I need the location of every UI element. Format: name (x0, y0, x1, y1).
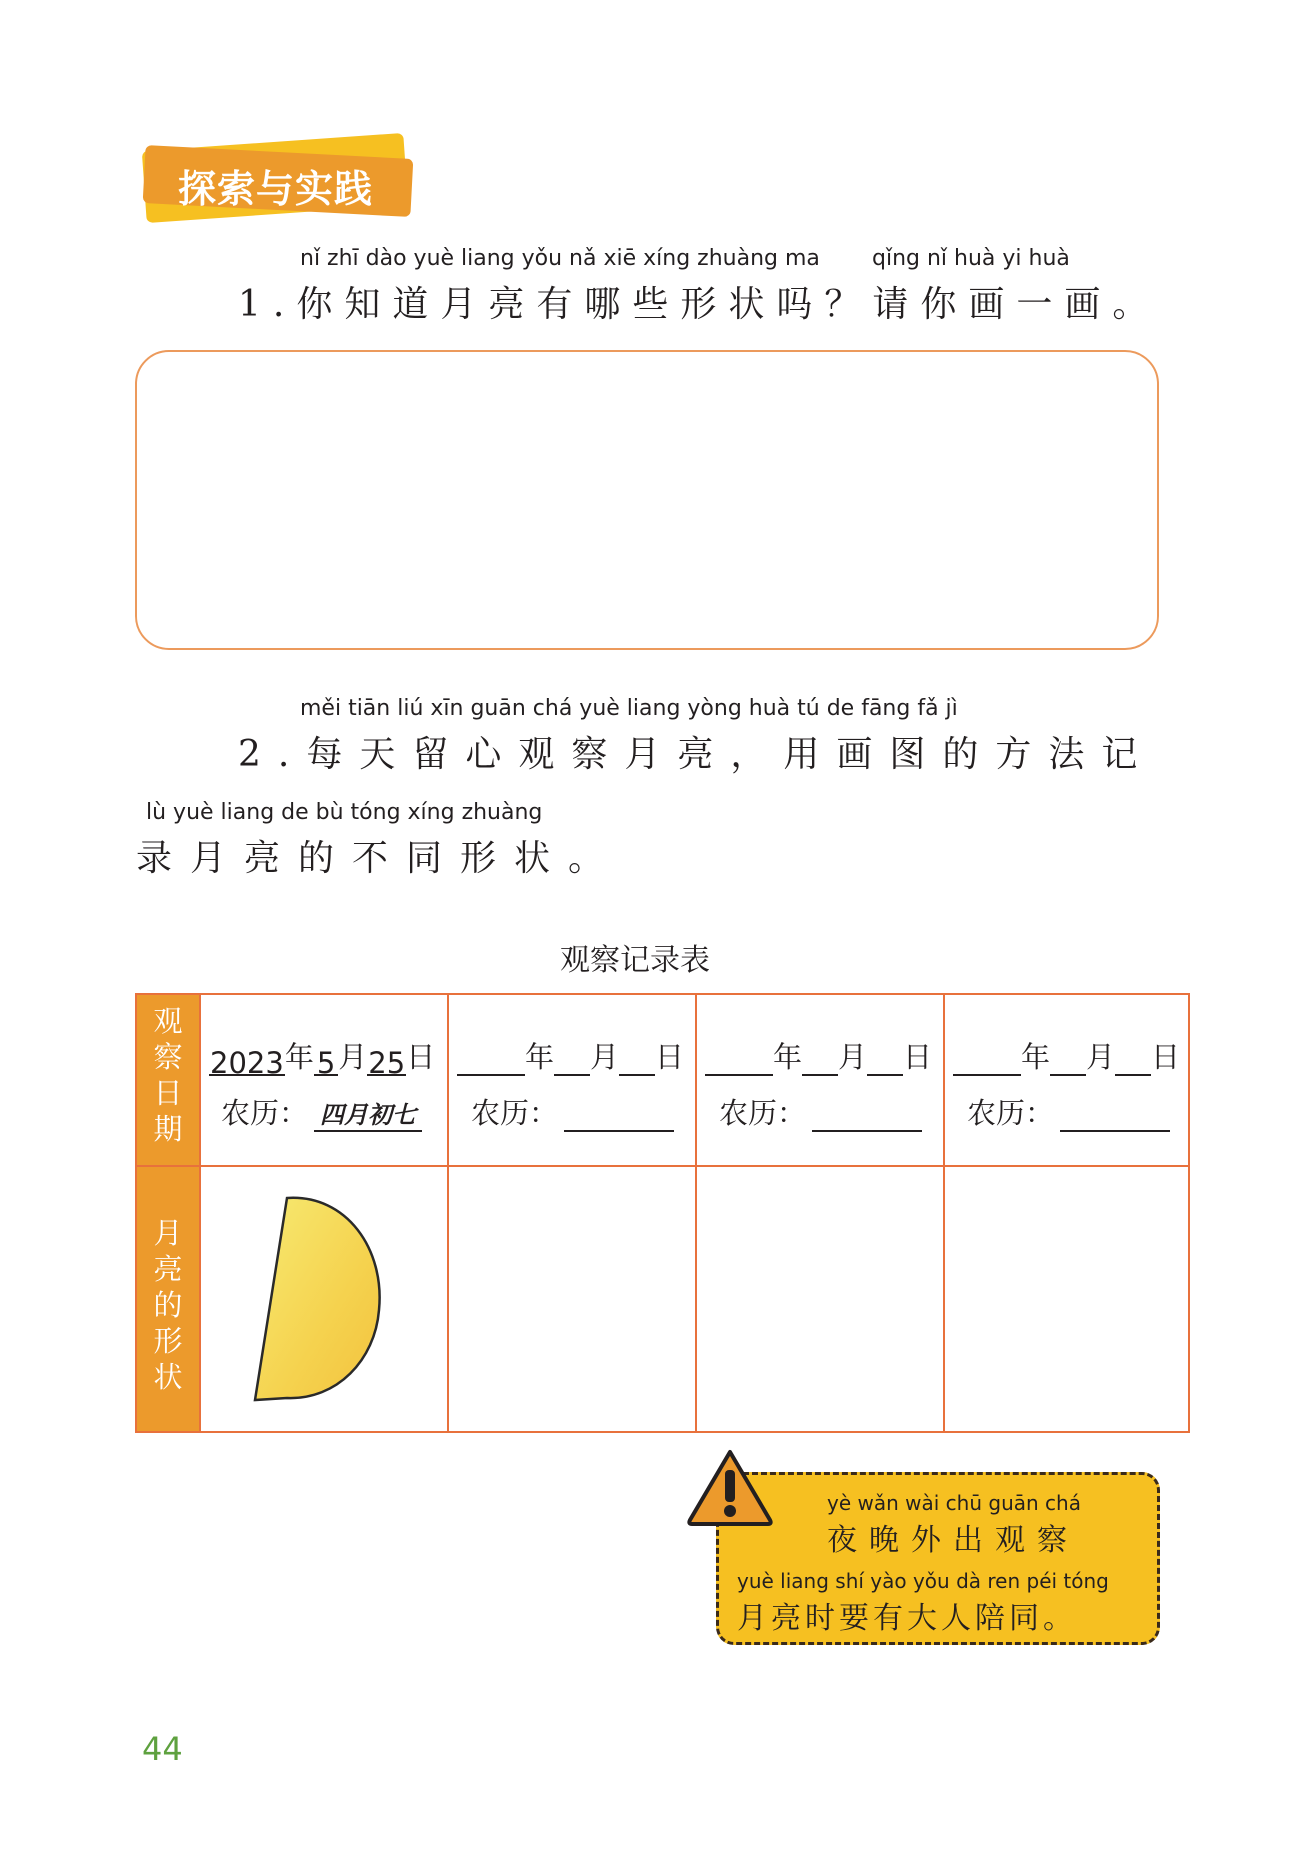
lunar-cell-blank[interactable] (719, 1091, 922, 1132)
date-month: 5 (314, 1046, 338, 1076)
lunar-cell-blank[interactable] (471, 1091, 674, 1132)
date-day-unit: 日 (1151, 1040, 1181, 1074)
lunar-cell-filled (221, 1091, 422, 1132)
q2-pinyin-line2: lù yuè liang de bù tóng xíng zhuàng (146, 800, 543, 825)
q2-text-line1: 2.每天留心观察月亮，用画图的方法记 (238, 734, 1155, 775)
row-header-shape-text (137, 1215, 199, 1395)
row-header-char: 亮 (153, 1252, 183, 1286)
lunar-label: 农历： (221, 1096, 309, 1130)
section-banner (138, 138, 420, 220)
row-header-char: 状 (153, 1360, 183, 1394)
date-month-unit: 月 (590, 1040, 620, 1074)
date-day-unit: 日 (406, 1040, 436, 1074)
tip-text-1: 夜晚外出观察 (827, 1523, 1079, 1558)
table-col-divider (199, 995, 201, 1431)
tip-pinyin-1: yè wǎn wài chū guān chá (827, 1491, 1081, 1515)
q1-pinyin-a: nǐ zhī dào yuè liang yǒu nǎ xiē xíng zhuàng ma (300, 246, 820, 271)
table-row-divider (137, 1165, 1188, 1167)
q2-pinyin-line1: měi tiān liú xīn guān chá yuè liang yòng huà tú de fāng fǎ jì (300, 696, 958, 721)
lunar-cell-blank[interactable] (967, 1091, 1170, 1132)
page-number: 44 (142, 1730, 183, 1768)
q1-pinyin-b: qǐng nǐ huà yi huà (872, 246, 1070, 271)
row-header-char: 的 (153, 1288, 183, 1322)
table-col-divider (695, 995, 697, 1431)
date-cell-blank[interactable] (457, 1035, 684, 1076)
row-header-char: 察 (153, 1040, 183, 1074)
half-moon-drawing (247, 1190, 387, 1410)
warning-icon (686, 1448, 774, 1526)
tip-pinyin-2: yuè liang shí yào yǒu dà ren péi tóng (737, 1569, 1109, 1593)
q2-text-line2: 录月亮的不同形状。 (136, 838, 623, 879)
date-day-unit: 日 (655, 1040, 685, 1074)
row-header-char: 月 (153, 1216, 183, 1250)
date-month-unit: 月 (838, 1040, 868, 1074)
lunar-label: 农历： (967, 1096, 1055, 1130)
row-header-date-text (137, 1003, 199, 1147)
tip-text-2: 月亮时要有大人陪同。 (737, 1601, 1077, 1636)
q1-text: 1.你知道月亮有哪些形状吗？请你画一画。 (238, 284, 1161, 325)
row-header-char: 期 (153, 1112, 183, 1146)
date-cell-filled (209, 1035, 436, 1080)
row-header-date (137, 1003, 199, 1147)
safety-tip-box (716, 1472, 1160, 1645)
date-month-unit: 月 (338, 1040, 368, 1074)
observation-table (135, 993, 1190, 1433)
date-year-unit: 年 (1021, 1040, 1051, 1074)
lunar-value: 四月初七 (314, 1095, 422, 1132)
date-year-unit: 年 (284, 1040, 314, 1074)
lunar-label: 农历： (719, 1096, 807, 1130)
row-header-char: 形 (153, 1324, 183, 1358)
date-day-unit: 日 (903, 1040, 933, 1074)
date-cell-blank[interactable] (953, 1035, 1180, 1076)
lunar-label: 农历： (471, 1096, 559, 1130)
date-year-unit: 年 (525, 1040, 555, 1074)
date-day: 25 (368, 1046, 406, 1080)
table-title: 观察记录表 (560, 943, 710, 978)
row-header-char: 日 (153, 1076, 183, 1110)
drawing-area[interactable] (135, 350, 1159, 650)
table-col-divider (447, 995, 449, 1431)
section-title: 探索与实践 (178, 167, 374, 211)
date-year-unit: 年 (773, 1040, 803, 1074)
row-header-shape (137, 1215, 199, 1395)
moon-shape (255, 1198, 380, 1400)
table-col-divider (943, 995, 945, 1431)
date-year: 2023 (210, 1046, 284, 1080)
date-month-unit: 月 (1086, 1040, 1116, 1074)
row-header-char: 观 (153, 1004, 183, 1038)
date-cell-blank[interactable] (705, 1035, 932, 1076)
